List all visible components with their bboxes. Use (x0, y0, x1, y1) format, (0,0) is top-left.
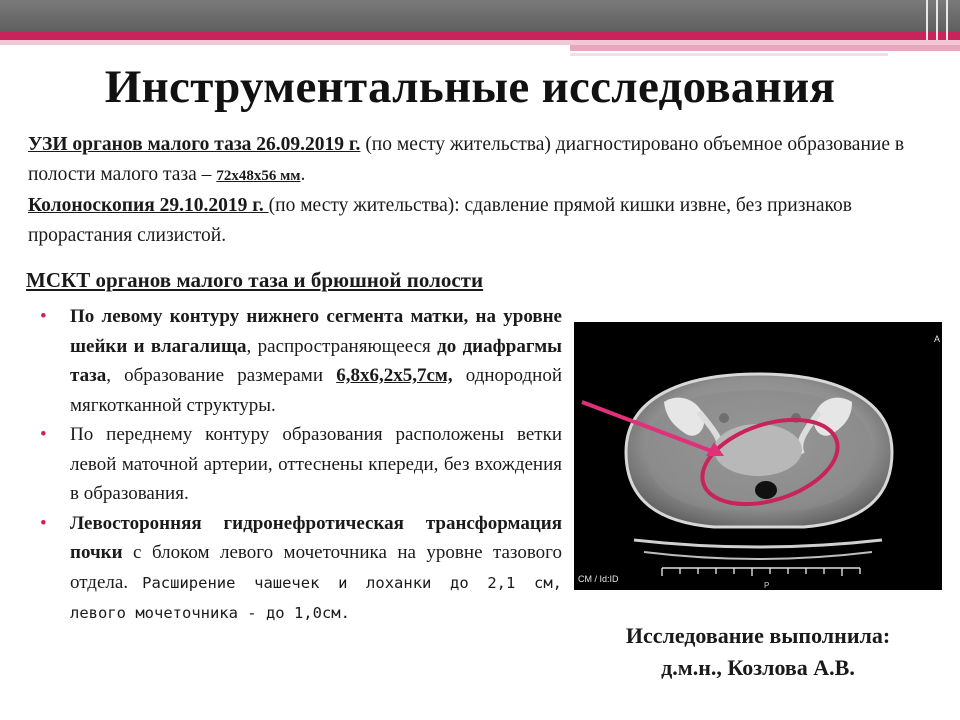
colonoscopy-paragraph (28, 191, 908, 251)
bullet-icon: • (40, 306, 47, 327)
finding-item (38, 420, 562, 509)
ct-scan-image (574, 322, 942, 590)
finding-bold: до диафрагмы таза (70, 335, 562, 386)
colonoscopy-text: (по месту жительства): сдавление прямой кишки извне, без признаков прорастания слизистой. (28, 195, 852, 246)
credit-block (588, 620, 928, 684)
finding-text: однородной мягкотканной структуры. (70, 365, 562, 416)
colonoscopy-label: Колоноскопия 29.10.2019 г. (28, 195, 269, 216)
finding-text-mono: Расширение чашечек и лоханки до 2,1 см, левого мочеточника - до 1,0см. (70, 573, 562, 622)
section-heading: МСКТ органов малого таза и брюшной полости (26, 268, 484, 292)
finding-bold: По левому контуру нижнего сегмента матки, на уровне шейки и влагалища (70, 306, 562, 357)
credit-author: д.м.н., Козлова А.В. (661, 655, 855, 680)
uzi-label: УЗИ органов малого таза 26.09.2019 г. (28, 134, 361, 155)
slide-title: Инструментальные исследования (104, 61, 836, 113)
bullet-icon: • (40, 424, 47, 445)
finding-text: По переднему контуру образования расположены ветки левой маточной артерии, оттеснены кпереди, без вхождения в образования. (70, 424, 562, 504)
top-pink-bar (0, 32, 960, 40)
right-pink-stripe (570, 45, 960, 51)
ct-label-right: A (934, 334, 941, 344)
top-gray-bar (0, 0, 960, 32)
finding-item (38, 302, 562, 420)
finding-size: 6,8х6,2х5,7см, (336, 365, 453, 386)
ct-label-bottom: P (764, 581, 770, 590)
credit-line1: Исследование выполнила: (625, 623, 891, 648)
uzi-size: 72х48х56 мм (216, 168, 301, 184)
bullet-icon: • (40, 512, 47, 534)
uzi-text: (по месту жительства) диагностировано объемное образование в полости малого таза – (28, 134, 905, 185)
corner-decoration (920, 0, 960, 40)
ct-label-left: CM / Id:ID (578, 574, 619, 584)
ct-scale-ticks (662, 568, 860, 576)
finding-text: с блоком левого мочеточника на уровне тазового отдела. (70, 542, 562, 593)
finding-bold: Левосторонняя гидронефротическая трансформация почки (70, 512, 562, 563)
finding-text: , распространяющееся (246, 335, 438, 357)
ct-scan-drawing (574, 322, 942, 590)
intro-block (28, 130, 908, 251)
right-pink-thin-stripe (570, 53, 888, 56)
findings-list (38, 302, 562, 629)
uzi-paragraph (28, 130, 908, 191)
finding-item (38, 509, 562, 629)
finding-text: , образование размерами (106, 365, 337, 386)
uzi-period: . (300, 164, 306, 185)
